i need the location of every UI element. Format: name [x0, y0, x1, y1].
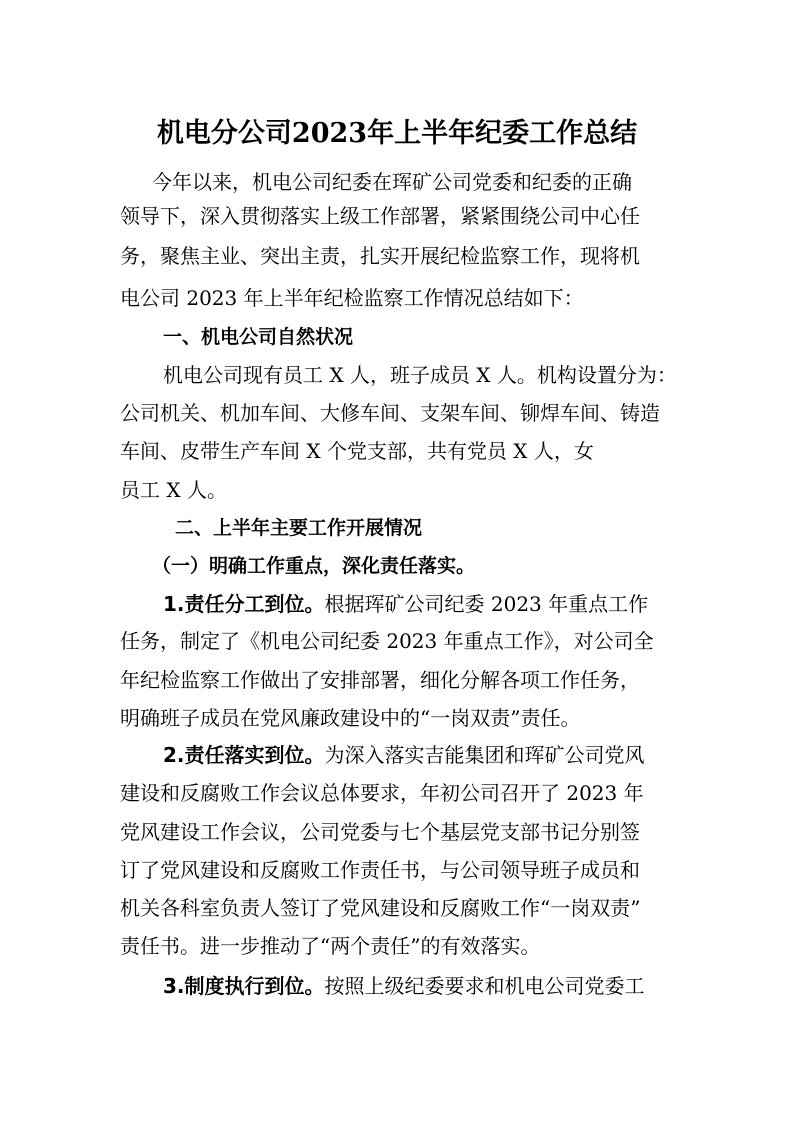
item-2-label: 2.责任落实到位。 — [163, 743, 325, 767]
item-2-line-2: 建设和反腐败工作会议总体要求，年初公司召开了 2023 年 — [120, 781, 644, 805]
subsection-1-heading: （一）明确工作重点，深化责任落实。 — [152, 555, 476, 577]
item-1-label: 1.责任分工到位。 — [163, 592, 325, 616]
section-2-heading: 二、上半年主要工作开展情况 — [175, 517, 423, 539]
item-3-text: 按照上级纪委要求和机电公司党委工 — [324, 974, 645, 998]
item-3-label: 3.制度执行到位。 — [163, 974, 325, 998]
intro-line-4: 电公司 2023 年上半年纪检监察工作情况总结如下： — [120, 286, 584, 310]
item-2-text: 为深入落实吉能集团和珲矿公司党风 — [324, 743, 645, 767]
item-2-line-1 — [163, 741, 645, 769]
item-2-line-4: 订了党风建设和反腐败工作责任书，与公司领导班子成员和 — [120, 858, 640, 882]
document-title: 机电分公司2023年上半年纪委工作总结 — [156, 118, 638, 149]
item-2-line-5: 机关各科室负责人签订了党风建设和反腐败工作“一岗双责” — [120, 896, 641, 920]
section-1-line-3: 车间、皮带生产车间 X 个党支部，共有党员 X 人，女 — [120, 439, 594, 463]
item-1-line-1 — [163, 590, 648, 618]
intro-line-3: 务，聚焦主业、突出主责，扎实开展纪检监察工作，现将机 — [120, 244, 640, 268]
item-3-line-1 — [163, 972, 645, 1000]
item-2-line-3: 党风建设工作会议，公司党委与七个基层党支部书记分别签 — [120, 820, 640, 844]
section-1-line-1: 机电公司现有员工 X 人，班子成员 X 人。机构设置分为： — [163, 363, 677, 387]
section-1-line-2: 公司机关、机加车间、大修车间、支架车间、铆焊车间、铸造 — [120, 401, 660, 425]
item-1-line-2: 任务，制定了《机电公司纪委 2023 年重点工作》，对公司全 — [120, 629, 654, 653]
item-2-line-6: 责任书。进一步推动了“两个责任”的有效落实。 — [120, 934, 541, 958]
section-1-heading: 一、机电公司自然状况 — [163, 326, 354, 348]
item-1-line-3: 年纪检监察工作做出了安排部署，细化分解各项工作任务， — [120, 668, 640, 692]
intro-line-1: 今年以来，机电公司纪委在珲矿公司党委和纪委的正确 — [152, 170, 632, 194]
intro-line-2: 领导下，深入贯彻落实上级工作部署，紧紧围绕公司中心任 — [120, 204, 640, 228]
item-1-line-4: 明确班子成员在党风廉政建设中的“一岗双责”责任。 — [120, 706, 581, 730]
section-1-line-4: 员工 X 人。 — [120, 478, 227, 502]
item-1-text: 根据珲矿公司纪委 2023 年重点工作 — [324, 592, 649, 616]
